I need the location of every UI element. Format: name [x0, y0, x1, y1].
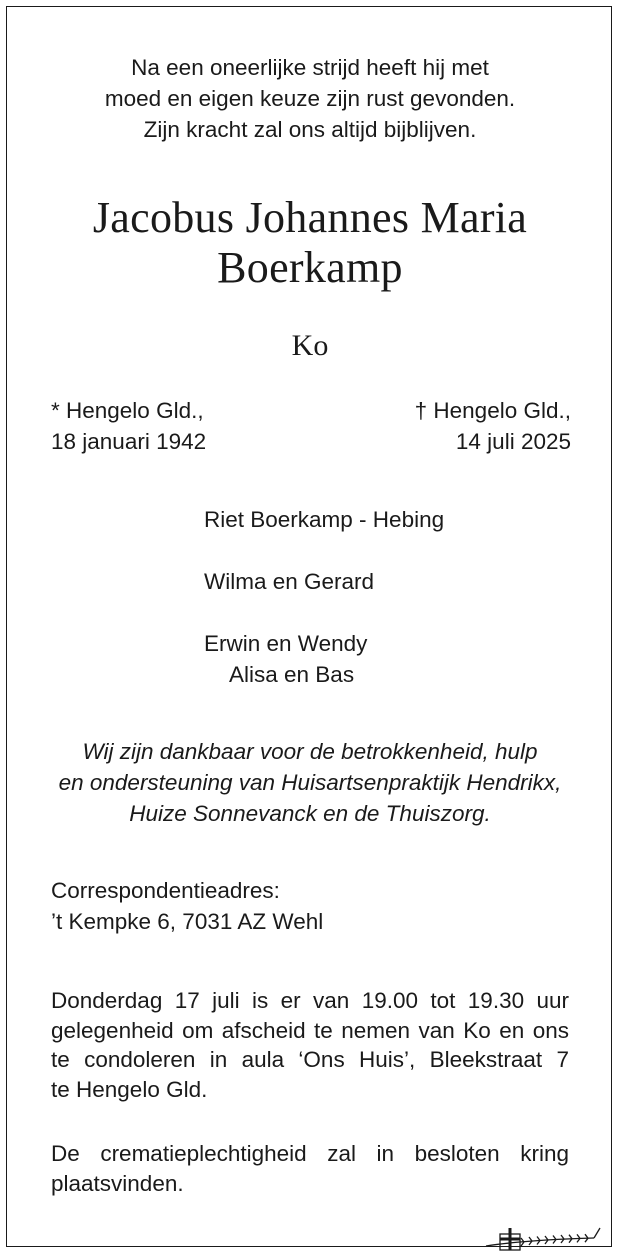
- farewell-line: te condoleren in aula ‘Ons Huis’, Bleekstraat 7: [51, 1047, 569, 1072]
- family-spouse: [204, 504, 584, 535]
- spouse-name: Riet Boerkamp - Hebing: [204, 507, 445, 532]
- grandchildren-names: Alisa en Bas: [229, 662, 355, 687]
- family-child-1: [204, 566, 584, 597]
- child-names: Erwin en Wendy: [204, 631, 368, 656]
- thanks-line: Huize Sonnevanck en de Thuiszorg.: [129, 801, 491, 826]
- deceased-given-names: Jacobus Johannes Maria: [92, 193, 528, 242]
- thanks-line: en ondersteuning van Huisartsenpraktijk Hendrikx,: [58, 770, 562, 795]
- correspondence-label: Correspondentieadres:: [51, 878, 280, 903]
- deceased-name: [20, 193, 600, 293]
- birth-info: [51, 395, 206, 457]
- correspondence-block: [51, 875, 571, 937]
- intro-text: [40, 52, 580, 145]
- birth-place: * Hengelo Gld.,: [51, 398, 204, 423]
- farewell-line: Donderdag 17 juli is er van 19.00 tot 19.30 uur: [51, 988, 569, 1013]
- thanks-text: [30, 736, 590, 829]
- cross-with-branch-icon: [484, 1226, 604, 1252]
- intro-line: moed en eigen keuze zijn rust gevonden.: [104, 86, 516, 111]
- birth-date: 18 januari 1942: [51, 429, 207, 454]
- cremation-line: plaatsvinden.: [51, 1170, 184, 1196]
- farewell-paragraph: [51, 986, 569, 1104]
- deceased-surname: Boerkamp: [217, 243, 403, 292]
- death-info: [415, 395, 571, 457]
- cremation-paragraph: [51, 1139, 569, 1198]
- child-names: Wilma en Gerard: [204, 569, 375, 594]
- correspondence-address: ’t Kempke 6, 7031 AZ Wehl: [51, 909, 324, 934]
- cremation-line: De crematieplechtigheid zal in besloten kring: [51, 1141, 569, 1166]
- intro-line: Zijn kracht zal ons altijd bijblijven.: [143, 117, 477, 142]
- death-place: † Hengelo Gld.,: [414, 398, 571, 423]
- farewell-line: te Hengelo Gld.: [51, 1076, 208, 1102]
- thanks-line: Wij zijn dankbaar voor de betrokkenheid, hulp: [82, 739, 538, 764]
- farewell-line: gelegenheid om afscheid te nemen van Ko en ons: [51, 1017, 569, 1043]
- death-date: 14 juli 2025: [455, 429, 571, 454]
- intro-line: Na een oneerlijke strijd heeft hij met: [131, 55, 489, 80]
- deceased-nickname: Ko: [291, 329, 329, 362]
- family-child-2: [204, 628, 584, 690]
